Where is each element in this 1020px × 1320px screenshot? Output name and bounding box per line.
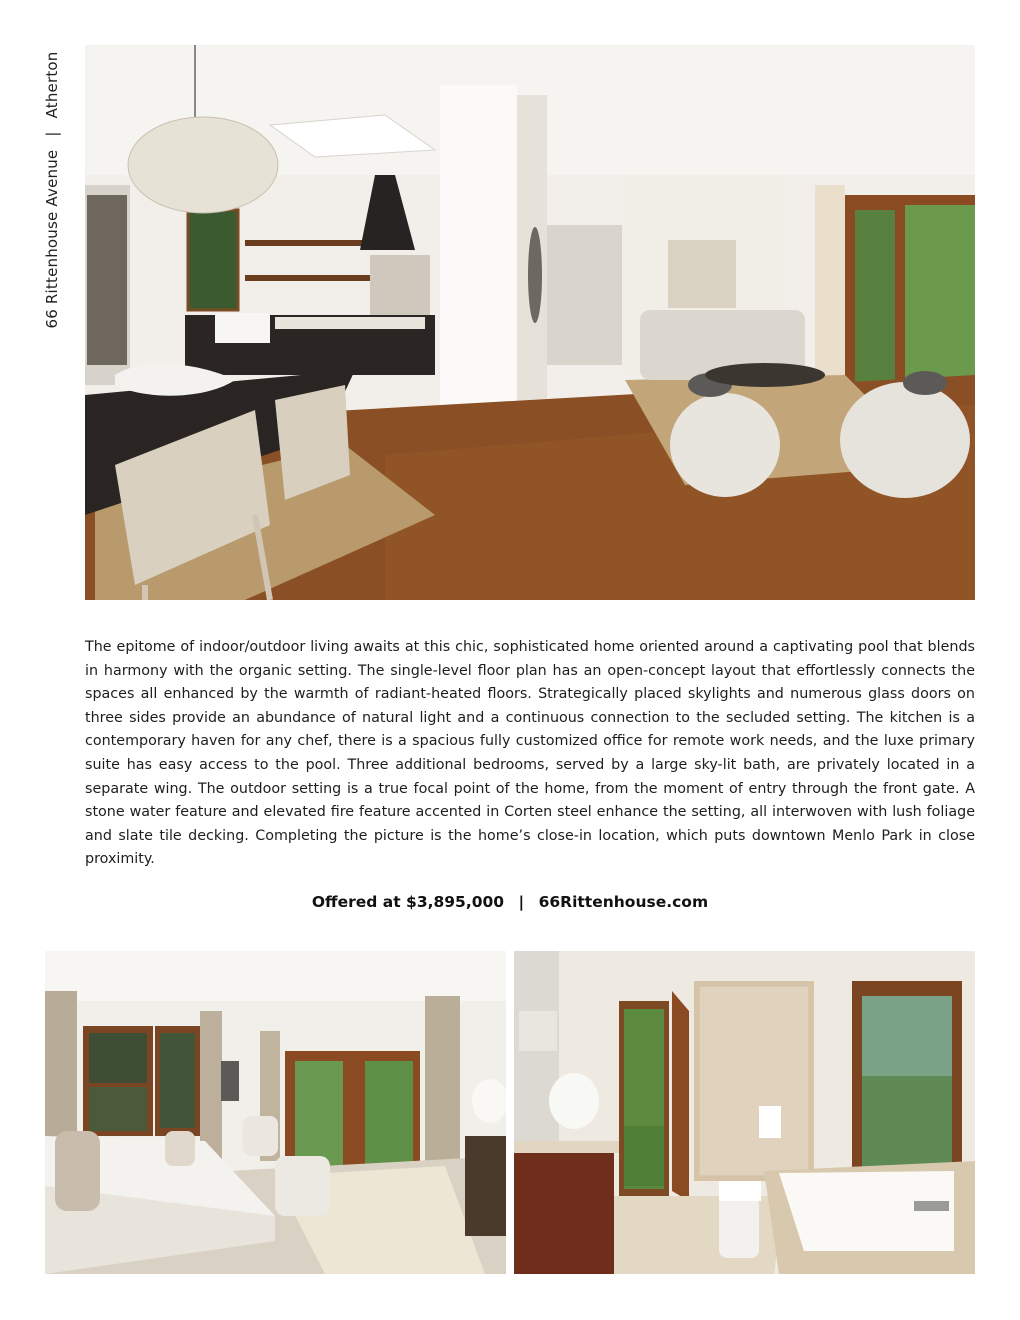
living-dining-kitchen-photo bbox=[85, 45, 975, 600]
primary-bedroom-photo bbox=[45, 951, 506, 1274]
living-room-illustration bbox=[85, 45, 975, 600]
address-separator: | bbox=[43, 131, 61, 137]
street-address: 66 Rittenhouse Avenue bbox=[43, 149, 61, 329]
bath-illustration bbox=[514, 951, 975, 1274]
bedroom-illustration bbox=[45, 951, 506, 1274]
property-address-vertical bbox=[43, 51, 61, 328]
website-link[interactable]: 66Rittenhouse.com bbox=[538, 893, 709, 911]
offer-separator: | bbox=[518, 893, 525, 911]
offer-line bbox=[0, 893, 1020, 911]
city-name: Atherton bbox=[43, 51, 61, 119]
offer-price: Offered at $3,895,000 bbox=[311, 893, 505, 911]
primary-bath-photo bbox=[514, 951, 975, 1274]
property-description: The epitome of indoor/outdoor living awaits at this chic, sophisticated home oriented around a captivating pool that blends in harmony with the organic setting. The single-level floor plan has an open-concept layout that effortlessly connects the spaces all enhanced by the warmth of radiant-heated floors. Strategically placed skylights and numerous glass doors on three sides provide an abundance of natural light and a continuous connection to the secluded setting. The kitchen is a contemporary haven for any chef, there is a spacious fully customized office for remote work needs, and the luxe primary suite has easy access to the pool. Three additional bedrooms, served by a large sky-lit bath, are privately located in a separate wing. The outdoor setting is a true focal point of the home, from the moment of entry through the front gate. A stone water feature and elevated fire feature accented in Corten steel enhance the setting, all interwoven with lush foliage and slate tile decking. Completing the picture is the home’s close-in location, which puts downtown Menlo Park in close proximity. bbox=[85, 639, 975, 868]
